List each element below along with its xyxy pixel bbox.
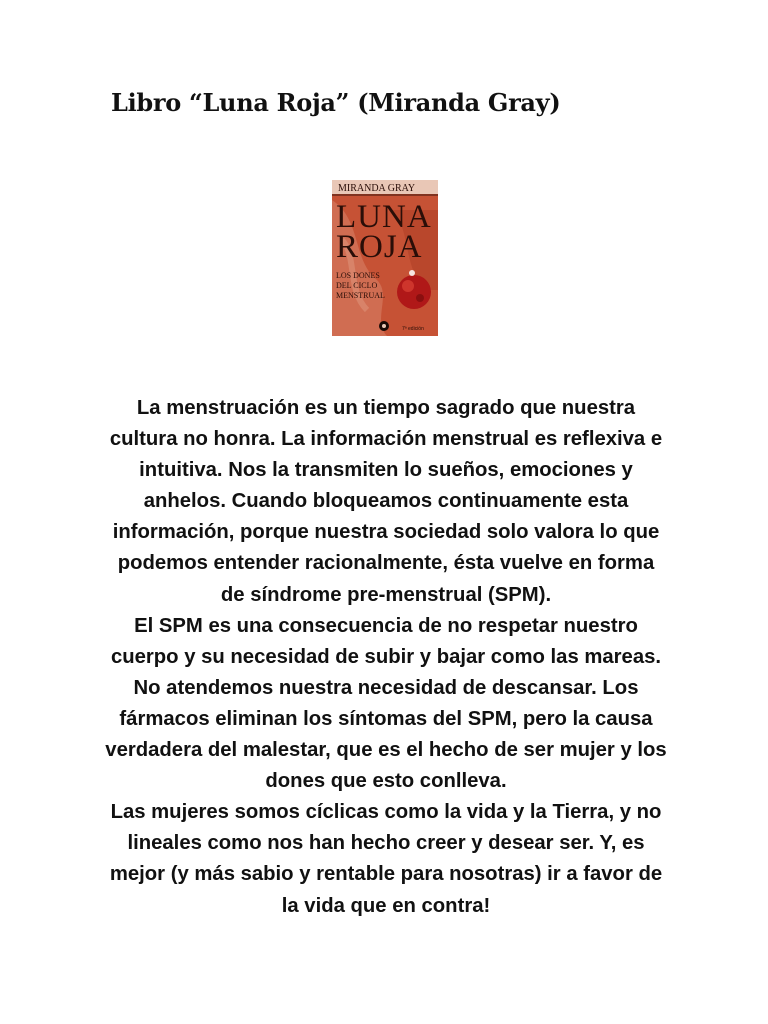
cover-subtitle-line-3: MENSTRUAL: [336, 291, 385, 300]
cover-subtitle-line-2: DEL CICLO: [336, 281, 378, 290]
cover-author: MIRANDA GRAY: [338, 183, 416, 194]
cover-title-line-1: LUNA: [336, 199, 432, 235]
cover-title-line-2: ROJA: [336, 229, 423, 265]
cover-edition-mark: 7ª edición: [402, 326, 424, 332]
article-body: [104, 393, 668, 922]
paragraph-2: El SPM es una consecuencia de no respetar nuestro cuerpo y su necesidad de subir y bajar como las mareas.: [110, 614, 662, 668]
paragraph-3: No atendemos nuestra necesidad de descansar. Los fármacos eliminan los síntomas del SPM, pero la causa verdadera del malestar, que es el hecho de ser mujer y los dones que esto conlleva.: [105, 676, 667, 793]
page-title: Libro “Luna Roja” (Miranda Gray): [111, 88, 561, 117]
paragraph-4: Las mujeres somos cíclicas como la vida y la Tierra, y no lineales como nos han hecho creer y desear ser. Y, es mejor (y más sabio y rentable para nosotras) ir a favor de la vida que en contra!: [109, 801, 663, 917]
paragraph-1: La menstruación es un tiempo sagrado que nuestra cultura no honra. La información menstrual es reflexiva e intuitiva. Nos la transmiten lo sueños, emociones y anhelos. Cuando bloqueamos continuamente esta información, porque nuestra sociedad solo valora lo que podemos entender racionalmente, ésta vuelve en forma de síndrome pre-menstrual (SPM).: [109, 397, 663, 606]
book-cover-image: [332, 180, 438, 336]
cover-subtitle-line-1: LOS DONES: [336, 271, 380, 280]
